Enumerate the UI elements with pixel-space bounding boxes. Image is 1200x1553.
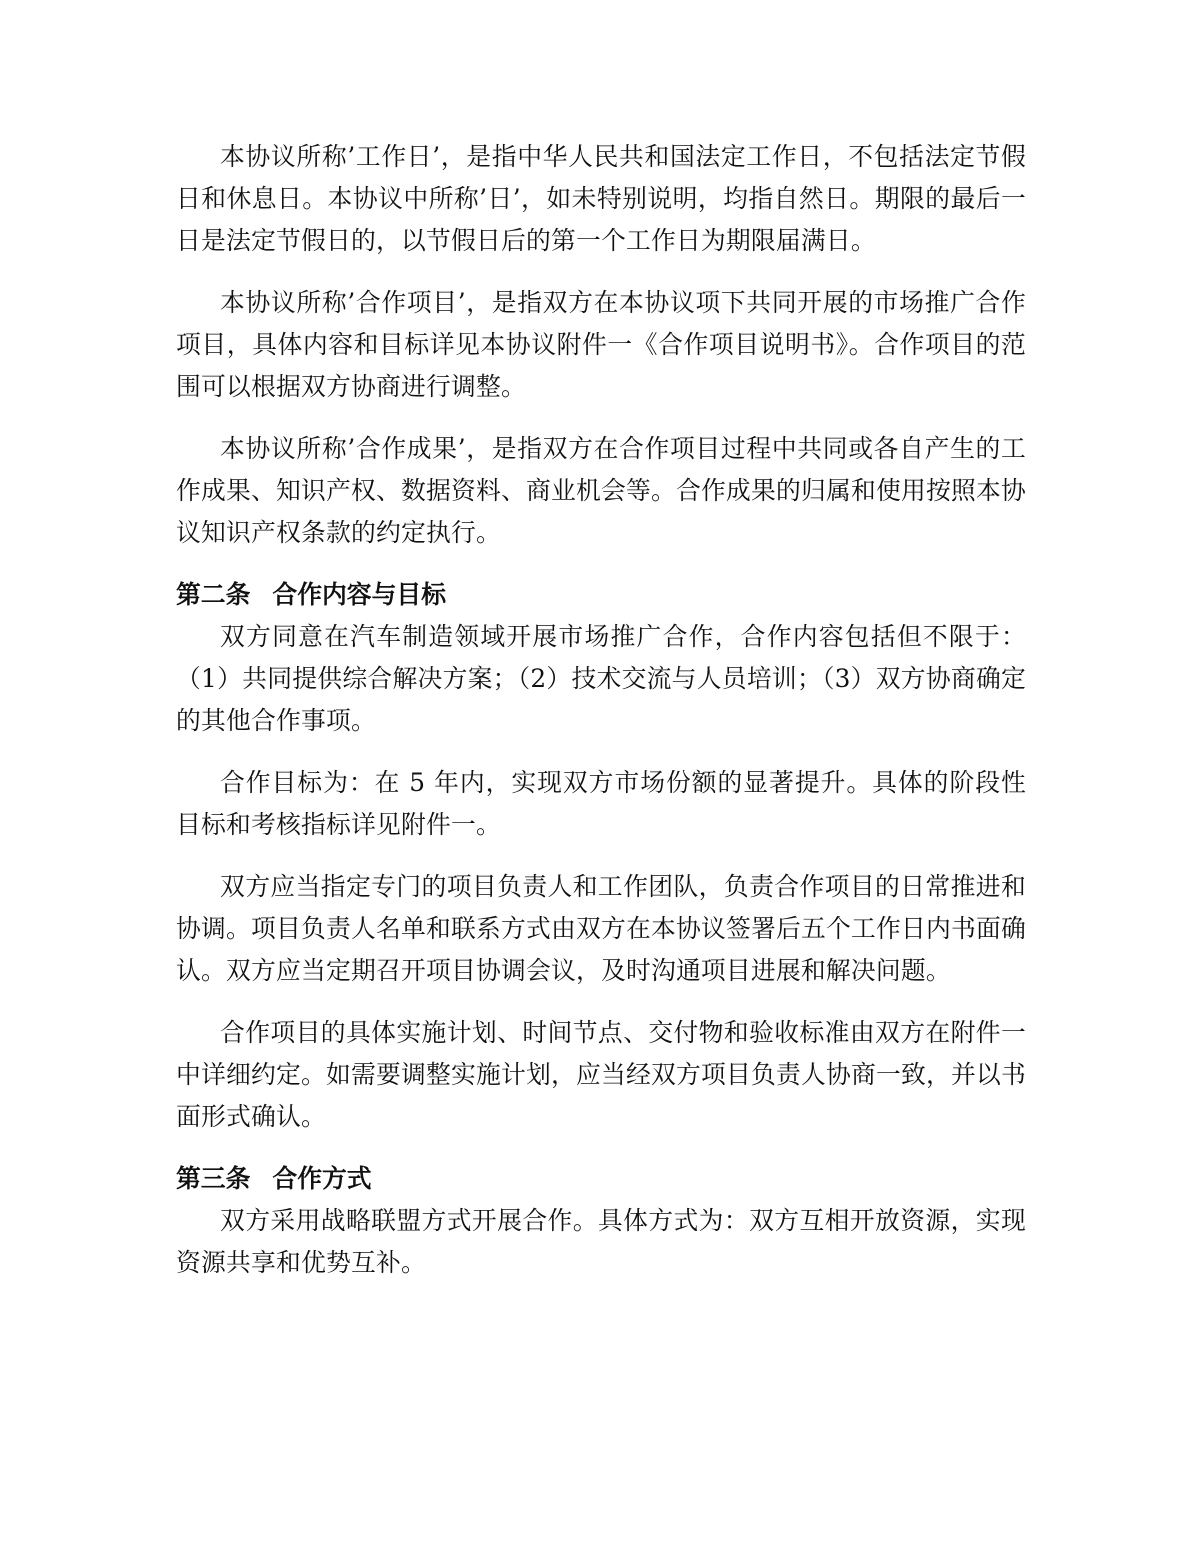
paragraph-cooperation-results-definition: 本协议所称’合作成果’，是指双方在合作项目过程中共同或各自产生的工作成果、知识产权、数据资料、商业机会等。合作成果的归属和使用按照本协议知识产权条款的约定执行。 bbox=[176, 434, 1026, 547]
section-number: 第二条 bbox=[176, 580, 251, 609]
section-title: 合作方式 bbox=[272, 1164, 372, 1193]
paragraph-implementation-plan: 合作项目的具体实施计划、时间节点、交付物和验收标准由双方在附件一中详细约定。如需要调整实施计划，应当经双方项目负责人协商一致，并以书面形式确认。 bbox=[176, 1018, 1026, 1131]
paragraph-working-day-definition: 本协议所称’工作日’，是指中华人民共和国法定工作日，不包括法定节假日和休息日。本协议中所称’日’，如未特别说明，均指自然日。期限的最后一日是法定节假日的，以节假日后的第一个工作日为期限届满日。 bbox=[176, 142, 1026, 255]
paragraph-cooperation-content: 双方同意在汽车制造领域开展市场推广合作，合作内容包括但不限于：（1）共同提供综合解决方案；（2）技术交流与人员培训；（3）双方协商确定的其他合作事项。 bbox=[176, 622, 1026, 735]
section-number: 第三条 bbox=[176, 1164, 251, 1193]
section-heading-article-3 bbox=[176, 1158, 1026, 1200]
paragraph-cooperation-method: 双方采用战略联盟方式开展合作。具体方式为：双方互相开放资源，实现资源共享和优势互补。 bbox=[176, 1206, 1026, 1277]
section-title: 合作内容与目标 bbox=[272, 580, 446, 609]
document-page bbox=[176, 136, 1026, 1284]
paragraph-project-team: 双方应当指定专门的项目负责人和工作团队，负责合作项目的日常推进和协调。项目负责人名单和联系方式由双方在本协议签署后五个工作日内书面确认。双方应当定期召开项目协调会议，及时沟通项目进展和解决问题。 bbox=[176, 872, 1026, 985]
section-heading-article-2 bbox=[176, 574, 1026, 616]
paragraph-cooperation-goal: 合作目标为：在 5 年内，实现双方市场份额的显著提升。具体的阶段性目标和考核指标详见附件一。 bbox=[176, 768, 1026, 839]
paragraph-cooperation-project-definition: 本协议所称’合作项目’，是指双方在本协议项下共同开展的市场推广合作项目，具体内容和目标详见本协议附件一《合作项目说明书》。合作项目的范围可以根据双方协商进行调整。 bbox=[176, 288, 1026, 401]
